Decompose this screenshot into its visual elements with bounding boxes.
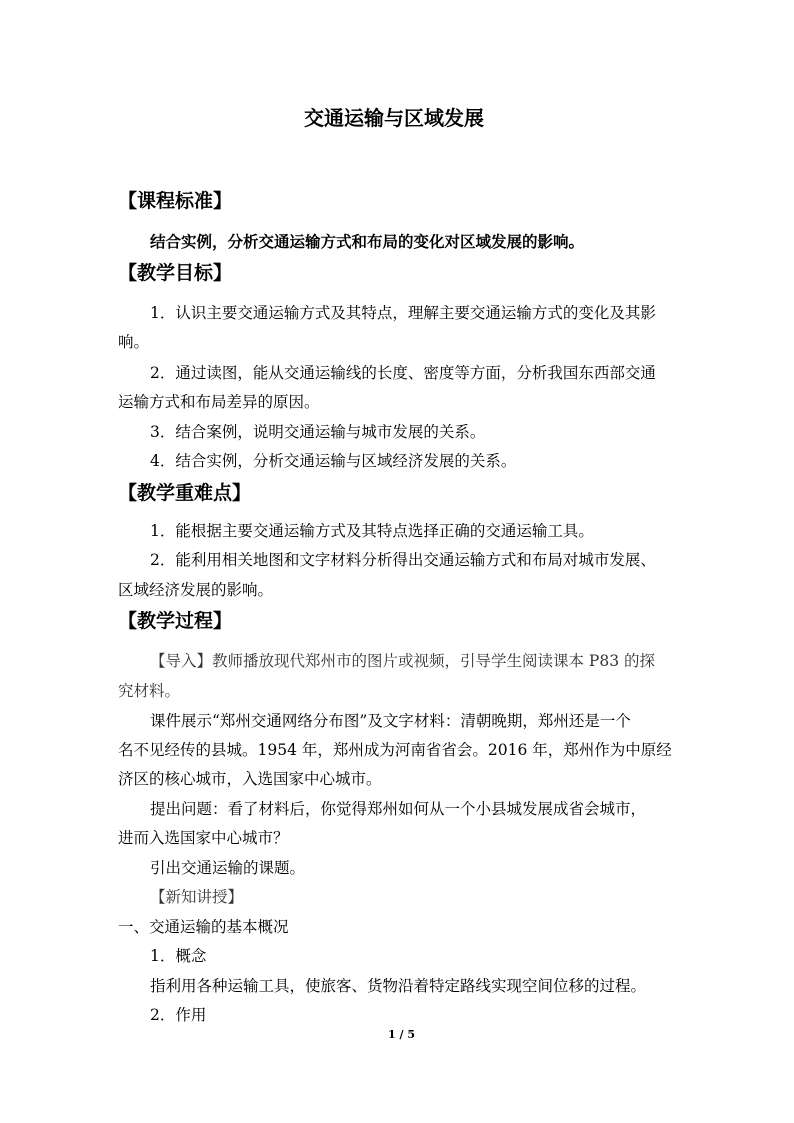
subheading-transport-overview: 一、交通运输的基本概况 (118, 918, 289, 936)
new-knowledge-label: 【新知讲授】 (150, 888, 244, 906)
section-heading-curriculum-standard: 【课程标准】 (118, 190, 233, 212)
subheading-concept: 1．概念 (150, 947, 207, 965)
goal-item-1-line-2: 响。 (118, 333, 150, 351)
material-line-2: 名不见经传的县城。1954 年，郑州成为河南省省会。2016 年，郑州作为中原经 (118, 741, 672, 759)
section-heading-teaching-goals: 【教学目标】 (118, 262, 233, 284)
question-line-2: 进而入选国家中心城市？ (118, 829, 289, 847)
subheading-role: 2．作用 (150, 1006, 207, 1024)
goal-item-4: 4．结合实例，分析交通运输与区域经济发展的关系。 (150, 452, 517, 470)
curriculum-standard-text: 结合实例，分析交通运输方式和布局的变化对区域发展的影响。 (150, 232, 585, 251)
key-point-2-line-2: 区域经济发展的影响。 (118, 581, 274, 599)
section-heading-teaching-process: 【教学过程】 (118, 610, 233, 632)
page-number: 1 / 5 (388, 1028, 415, 1041)
intro-line-2: 究材料。 (118, 682, 181, 700)
material-line-1: 课件展示“郑州交通网络分布图”及文字材料：清朝晚期，郑州还是一个 (150, 712, 631, 730)
material-line-3: 济区的核心城市，入选国家中心城市。 (118, 770, 382, 788)
section-heading-key-points: 【教学重难点】 (118, 482, 252, 504)
lead-in-text: 引出交通运输的课题。 (150, 859, 306, 877)
question-line-1: 提出问题：看了材料后，你觉得郑州如何从一个小县城发展成省会城市， (150, 800, 647, 818)
concept-text: 指利用各种运输工具，使旅客、货物沿着特定路线实现空间位移的过程。 (150, 977, 647, 995)
goal-item-2-line-1: 2．通过读图，能从交通运输线的长度、密度等方面，分析我国东西部交通 (150, 364, 656, 382)
key-point-1: 1．能根据主要交通运输方式及其特点选择正确的交通运输工具。 (150, 522, 594, 540)
page-title: 交通运输与区域发展 (304, 106, 484, 130)
key-point-2-line-1: 2．能利用相关地图和文字材料分析得出交通运输方式和布局对城市发展、 (150, 551, 656, 569)
goal-item-1-line-1: 1．认识主要交通运输方式及其特点，理解主要交通运输方式的变化及其影 (150, 304, 656, 322)
intro-line-1: 【导入】教师播放现代郑州市的图片或视频，引导学生阅读课本 P83 的探 (150, 652, 656, 670)
goal-item-3: 3．结合案例，说明交通运输与城市发展的关系。 (150, 423, 486, 441)
goal-item-2-line-2: 运输方式和布局差异的原因。 (118, 393, 320, 411)
